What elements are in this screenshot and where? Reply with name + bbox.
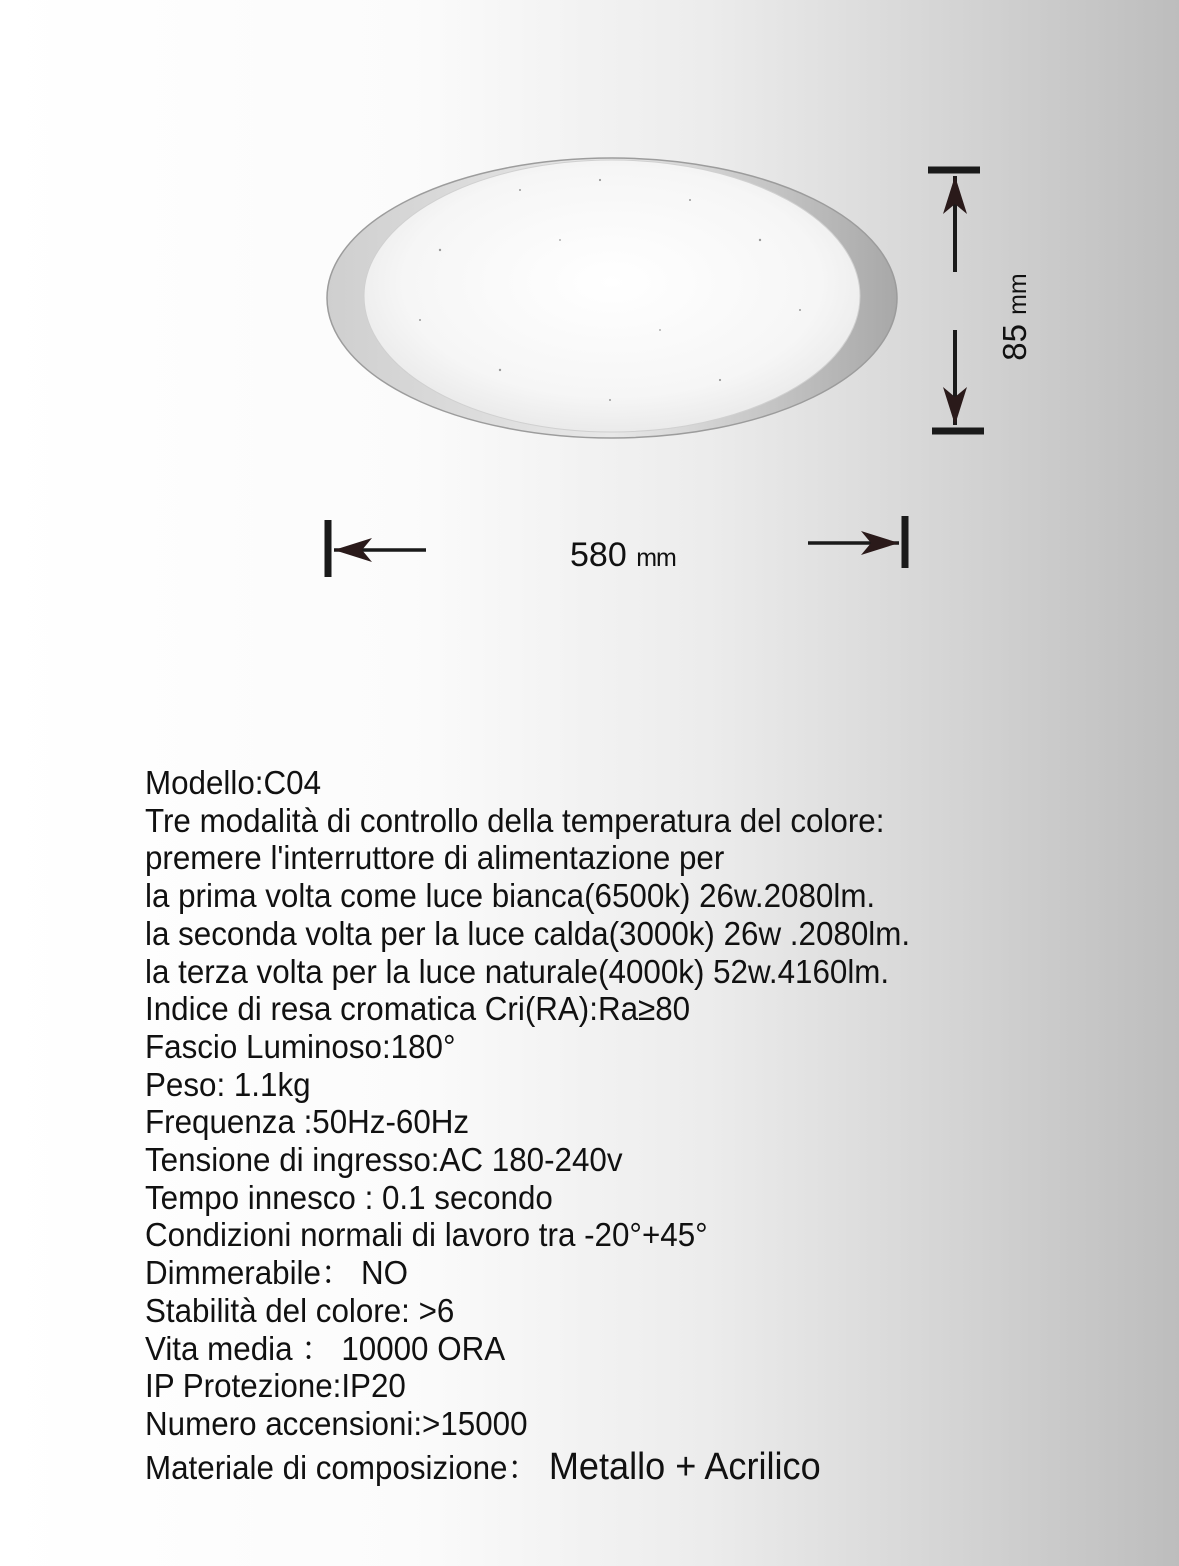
lamp-diffuser	[364, 160, 860, 432]
lamp-dimension-diagram	[0, 0, 1179, 640]
spec-line: Tensione di ingresso:AC 180-240v	[145, 1141, 623, 1179]
spec-line: la seconda volta per la luce calda(3000k) 26w .2080lm.	[145, 914, 911, 952]
spec-line: la terza volta per la luce naturale(4000k) 52w.4160lm.	[145, 952, 890, 990]
spec-model: Modello:C04	[145, 764, 322, 801]
specifications-list	[145, 764, 1105, 1486]
spec-line: Numero accensioni:>15000	[145, 1404, 528, 1442]
spec-line: Dimmerabile： NO	[145, 1254, 409, 1292]
spec-line: la prima volta come luce bianca(6500k) 26w.2080lm.	[145, 877, 876, 915]
height-value: 85	[996, 324, 1033, 361]
spec-material	[145, 1445, 1105, 1488]
spec-line: premere l'interruttore di alimentazione per	[145, 839, 725, 877]
spec-line: Indice di resa cromatica Cri(RA):Ra≥80	[145, 990, 691, 1028]
spec-line: Peso: 1.1kg	[145, 1065, 311, 1103]
material-value: Metallo + Acrilico	[538, 1445, 821, 1488]
spec-line: Tempo innesco : 0.1 secondo	[145, 1178, 553, 1216]
spec-line: Condizioni normali di lavoro tra -20°+45°	[145, 1216, 708, 1254]
material-label: Materiale di composizione：	[145, 1448, 539, 1486]
spec-line: Frequenza :50Hz-60Hz	[145, 1103, 470, 1141]
spec-line: IP Protezione:IP20	[145, 1367, 406, 1405]
height-unit: mm	[1004, 273, 1032, 315]
width-unit: mm	[636, 544, 676, 572]
width-dimension-label	[570, 536, 676, 575]
spec-line: Fascio Luminoso:180°	[145, 1027, 456, 1065]
spec-line: Vita media ： 10000 ORA	[145, 1329, 506, 1367]
width-value: 580	[570, 536, 627, 574]
spec-line: Stabilità del colore: >6	[145, 1291, 455, 1329]
height-dimension-label	[996, 262, 1034, 372]
spec-line: Tre modalità di controllo della temperatura del colore:	[145, 801, 885, 839]
height-dimension-arrows	[928, 170, 984, 431]
